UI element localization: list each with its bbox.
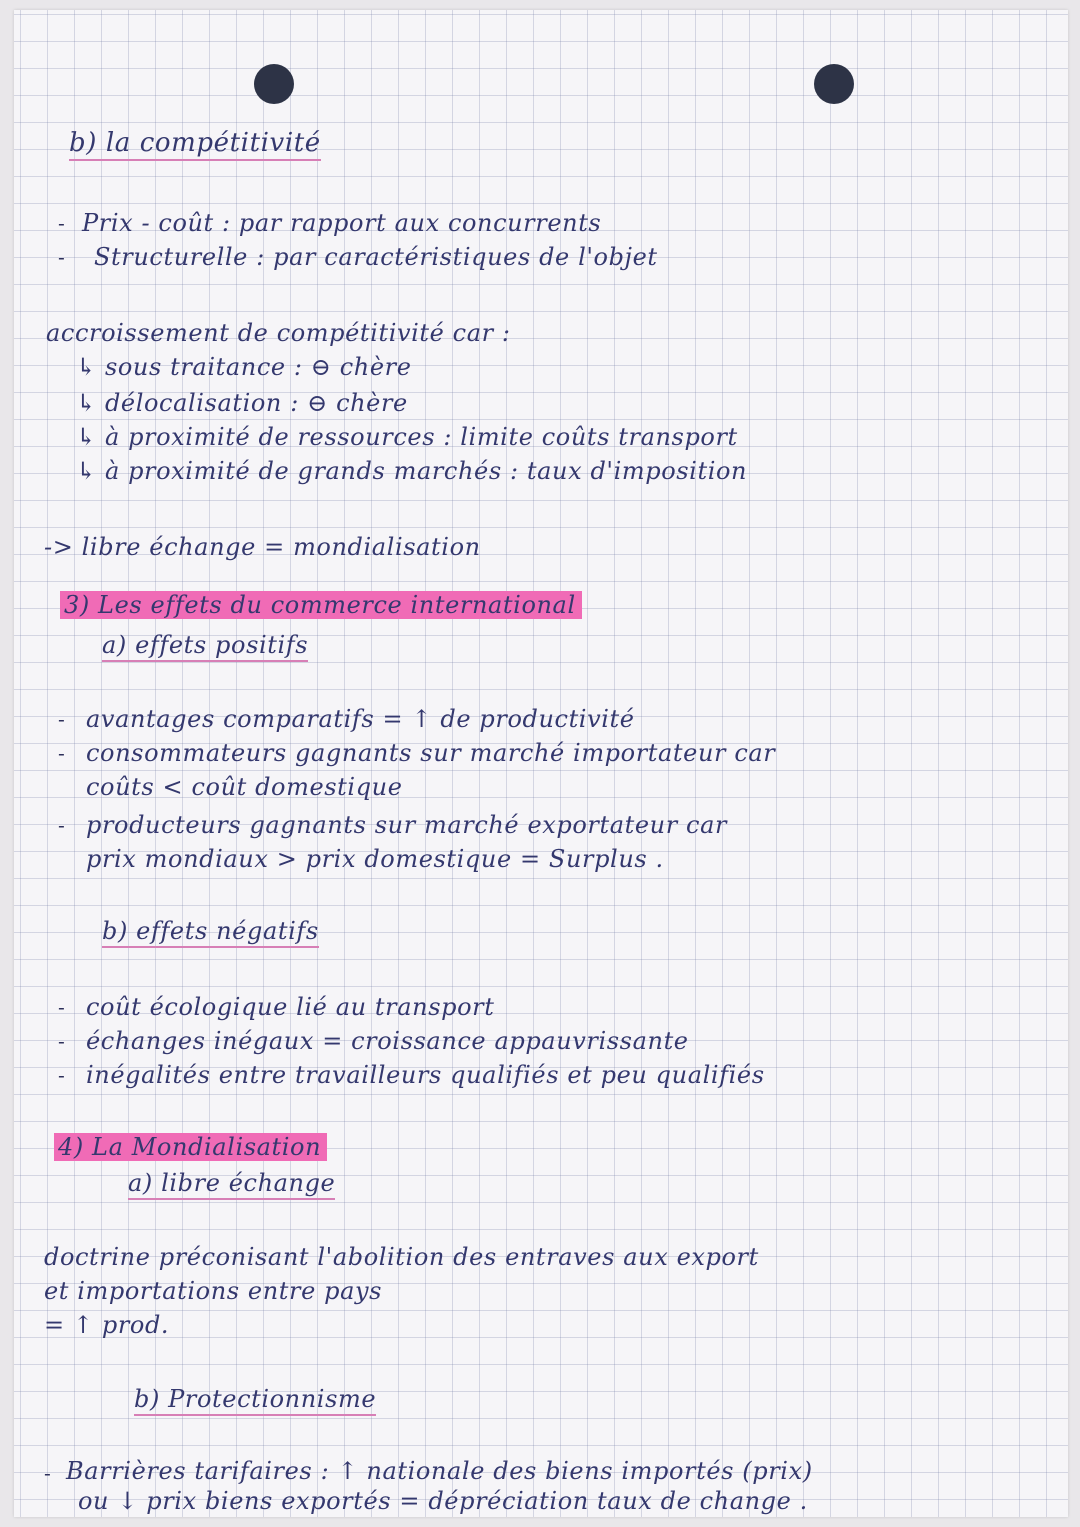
bullet: - xyxy=(44,1461,51,1485)
bullet: - xyxy=(58,813,65,837)
list-item: coût écologique lié au transport xyxy=(86,993,495,1021)
bullet: - xyxy=(58,211,65,235)
binder-hole-right xyxy=(814,64,854,104)
list-item-continued: coûts < coût domestique xyxy=(86,773,403,801)
bullet: - xyxy=(58,741,65,765)
paragraph-intro: accroissement de compétitivité car : xyxy=(46,319,511,347)
list-item: inégalités entre travailleurs qualifiés et peu qualifiés xyxy=(86,1061,765,1089)
subsection-title-protectionnisme: b) Protectionnisme xyxy=(134,1384,376,1414)
subsection-title-effets-negatifs: b) effets négatifs xyxy=(102,916,319,946)
paragraph-line: ou ↓ prix biens exportés = dépréciation taux de change . xyxy=(78,1487,808,1515)
list-item: ↳ sous traitance : ⊖ chère xyxy=(76,353,412,381)
bullet: - xyxy=(58,1063,65,1087)
binder-hole-left xyxy=(254,64,294,104)
paragraph-line: = ↑ prod. xyxy=(44,1311,170,1339)
paragraph-line: Barrières tarifaires : ↑ nationale des biens importés (prix) xyxy=(66,1457,813,1485)
section-title-competitivite: b) la compétitivité xyxy=(69,128,321,158)
paragraph-line: et importations entre pays xyxy=(44,1277,383,1305)
list-item: Structurelle : par caractéristiques de l'objet xyxy=(94,243,658,271)
list-item: échanges inégaux = croissance appauvrissante xyxy=(86,1027,689,1055)
list-item: avantages comparatifs = ↑ de productivité xyxy=(86,705,635,733)
bullet: - xyxy=(58,995,65,1019)
list-item-continued: prix mondiaux > prix domestique = Surplus . xyxy=(86,845,664,873)
section-title-effets: 3) Les effets du commerce international xyxy=(60,590,582,620)
list-item: ↳ à proximité de grands marchés : taux d'imposition xyxy=(76,457,748,485)
bullet: - xyxy=(58,245,65,269)
bullet: - xyxy=(58,707,65,731)
section-title-mondialisation: 4) La Mondialisation xyxy=(54,1132,327,1162)
subsection-title-effets-positifs: a) effets positifs xyxy=(102,630,308,660)
paragraph-line: doctrine préconisant l'abolition des entraves aux export xyxy=(44,1243,759,1271)
notebook-page xyxy=(14,10,1068,1517)
list-item: Prix - coût : par rapport aux concurrents xyxy=(82,209,602,237)
list-item: ↳ délocalisation : ⊖ chère xyxy=(76,389,408,417)
conclusion-line: -> libre échange = mondialisation xyxy=(44,533,481,561)
list-item: consommateurs gagnants sur marché importateur car xyxy=(86,739,776,767)
bullet: - xyxy=(58,1029,65,1053)
list-item: producteurs gagnants sur marché exportateur car xyxy=(86,811,728,839)
subsection-title-libre-echange: a) libre échange xyxy=(128,1168,335,1198)
list-item: ↳ à proximité de ressources : limite coûts transport xyxy=(76,423,738,451)
